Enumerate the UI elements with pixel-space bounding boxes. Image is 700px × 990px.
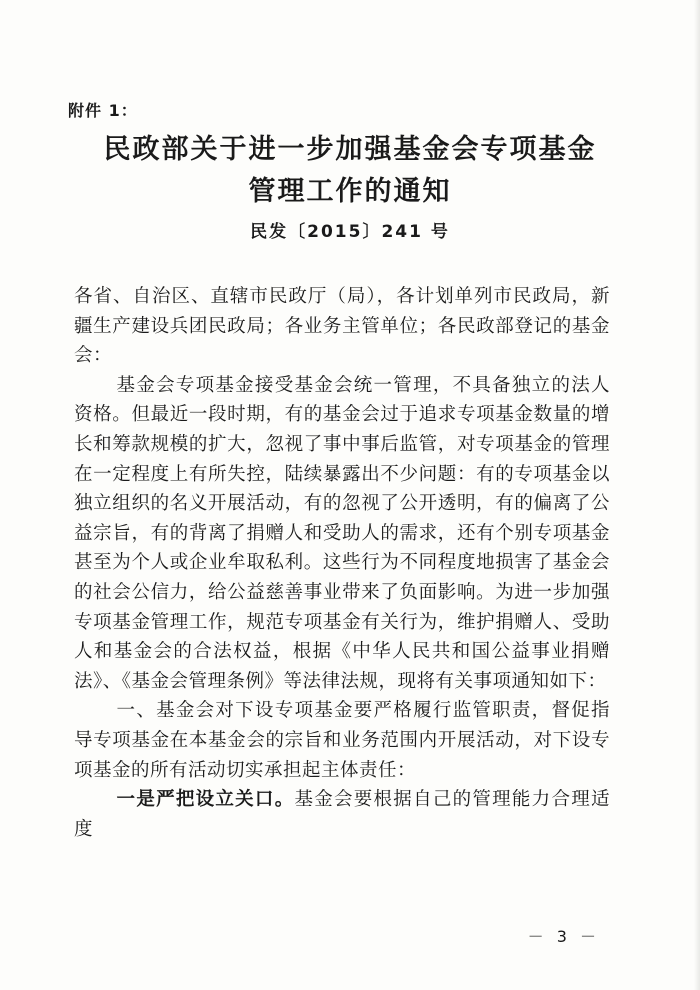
- document-number: 民发〔2015〕241 号: [250, 222, 450, 242]
- body-paragraph-3: [74, 785, 610, 844]
- attachment-label: 附件 1：: [68, 101, 138, 120]
- document-body: [74, 282, 610, 844]
- paragraph-3-text: 基金会要根据自己的管理能力合理适度: [74, 789, 610, 840]
- body-paragraph-1: 基金会专项基金接受基金会统一管理，不具备独立的法人资格。但最近一段时期，有的基金会过于追求专项基金数量的增长和筹款规模的扩大，忽视了事中事后监管，对专项基金的管理在一定程度上有所失控，陆续暴露出不少问题：有的专项基金以独立组织的名义开展活动，有的忽视了公开透明，有的偏离了公益宗旨，有的背离了捐赠人和受助人的需求，还有个别专项基金甚至为个人或企业牟取私利。这些行为不同程度地损害了基金会的社会公信力，给公益慈善事业带来了负面影响。为进一步加强专项基金管理工作，规范专项基金有关行为，维护捐赠人、受助人和基金会的合法权益，根据《中华人民共和国公益事业捐赠法》、《基金会管理条例》等法律法规，现将有关事项通知如下：: [74, 374, 610, 692]
- page-number: － 3 －: [527, 927, 600, 946]
- document-title-line-1: 民政部关于进一步加强基金会专项基金: [103, 134, 597, 165]
- document-title-line-2: 管理工作的通知: [248, 176, 452, 207]
- emphasis-heading: 一是严把设立关口。: [116, 789, 295, 811]
- addressee-paragraph: 各省、自治区、直辖市民政厅（局），各计划单列市民政局，新疆生产建设兵团民政局；各业务主管单位；各民政部登记的基金会：: [74, 286, 610, 367]
- body-paragraph-2: 一、基金会对下设专项基金要严格履行监管职责，督促指导专项基金在本基金会的宗旨和业务范围内开展活动，对下设专项基金的所有活动切实承担起主体责任：: [74, 700, 610, 781]
